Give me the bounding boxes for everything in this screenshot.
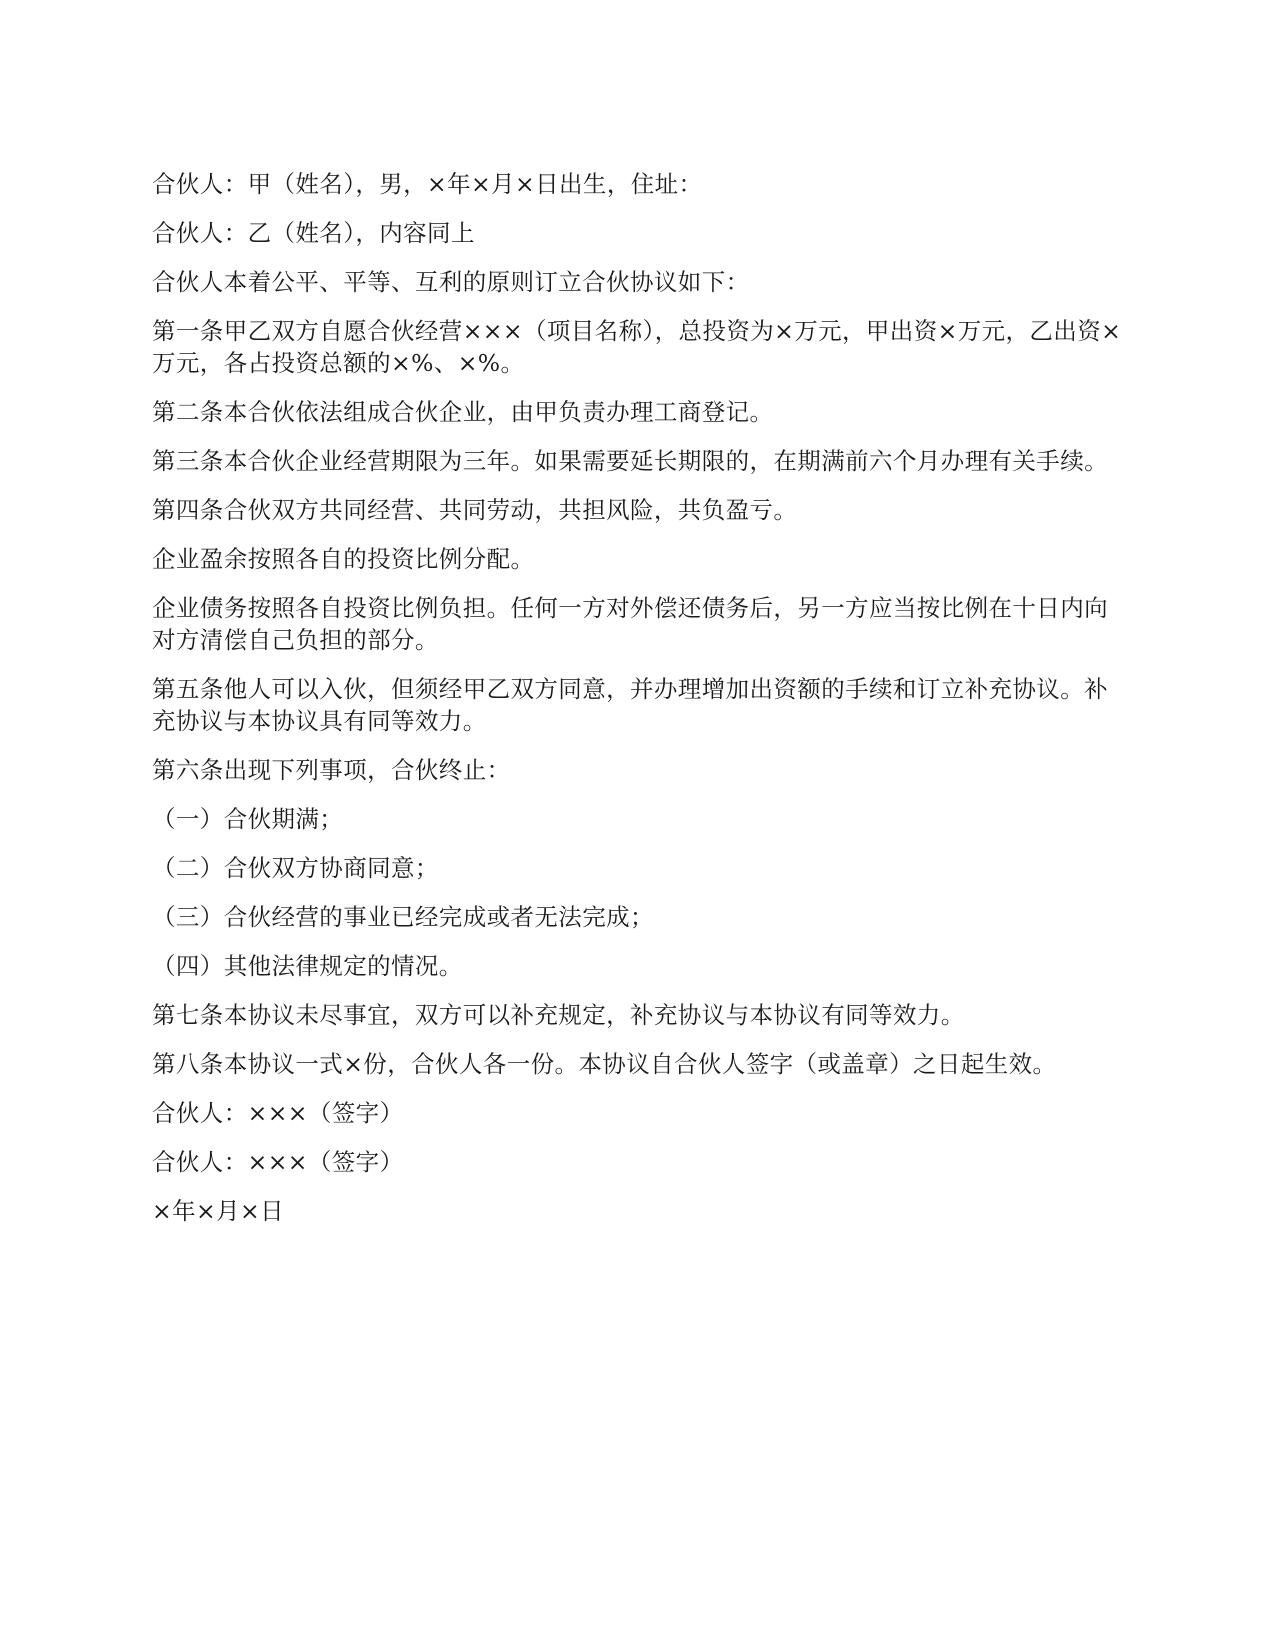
article-8: 第八条本协议一式×份，合伙人各一份。本协议自合伙人签字（或盖章）之日起生效。 (152, 1050, 1057, 1078)
article-6-item-1: （一）合伙期满； (152, 805, 344, 833)
article-6: 第六条出现下列事项，合伙终止： (152, 756, 511, 784)
article-3: 第三条本合伙企业经营期限为三年。如果需要延长期限的，在期满前六个月办理有关手续。 (152, 447, 1108, 475)
article-2: 第二条本合伙依法组成合伙企业，由甲负责办理工商登记。 (152, 398, 774, 426)
signature-line-1: 合伙人：×××（签字） (152, 1099, 404, 1127)
article-7: 第七条本协议未尽事宜，双方可以补充规定，补充协议与本协议有同等效力。 (152, 1001, 965, 1029)
document-body (152, 168, 1127, 1244)
article-6-item-3: （三）合伙经营的事业已经完成或者无法完成； (152, 903, 654, 931)
partner-b-line: 合伙人：乙（姓名），内容同上 (152, 219, 475, 247)
signature-line-2: 合伙人：×××（签字） (152, 1148, 404, 1176)
article-6-item-2: （二）合伙双方协商同意； (152, 854, 439, 882)
article-4: 第四条合伙双方共同经营、共同劳动，共担风险，共负盈亏。 (152, 496, 798, 524)
article-1: 第一条甲乙双方自愿合伙经营×××（项目名称），总投资为×万元，甲出资×万元，乙出资×万元，各占投资总额的×%、×%。 (152, 317, 1122, 377)
article-4-profit: 企业盈余按照各自的投资比例分配。 (152, 545, 535, 573)
article-4-debt: 企业债务按照各自投资比例负担。任何一方对外偿还债务后，另一方应当按比例在十日内向对方清偿自己负担的部分。 (152, 594, 1108, 654)
article-6-item-4: （四）其他法律规定的情况。 (152, 952, 463, 980)
preamble: 合伙人本着公平、平等、互利的原则订立合伙协议如下： (152, 268, 750, 296)
date-line: ×年×月×日 (152, 1197, 284, 1225)
article-5: 第五条他人可以入伙，但须经甲乙双方同意，并办理增加出资额的手续和订立补充协议。补充协议与本协议具有同等效力。 (152, 675, 1108, 735)
partner-a-line: 合伙人：甲（姓名），男，×年×月×日出生，住址： (152, 170, 703, 198)
